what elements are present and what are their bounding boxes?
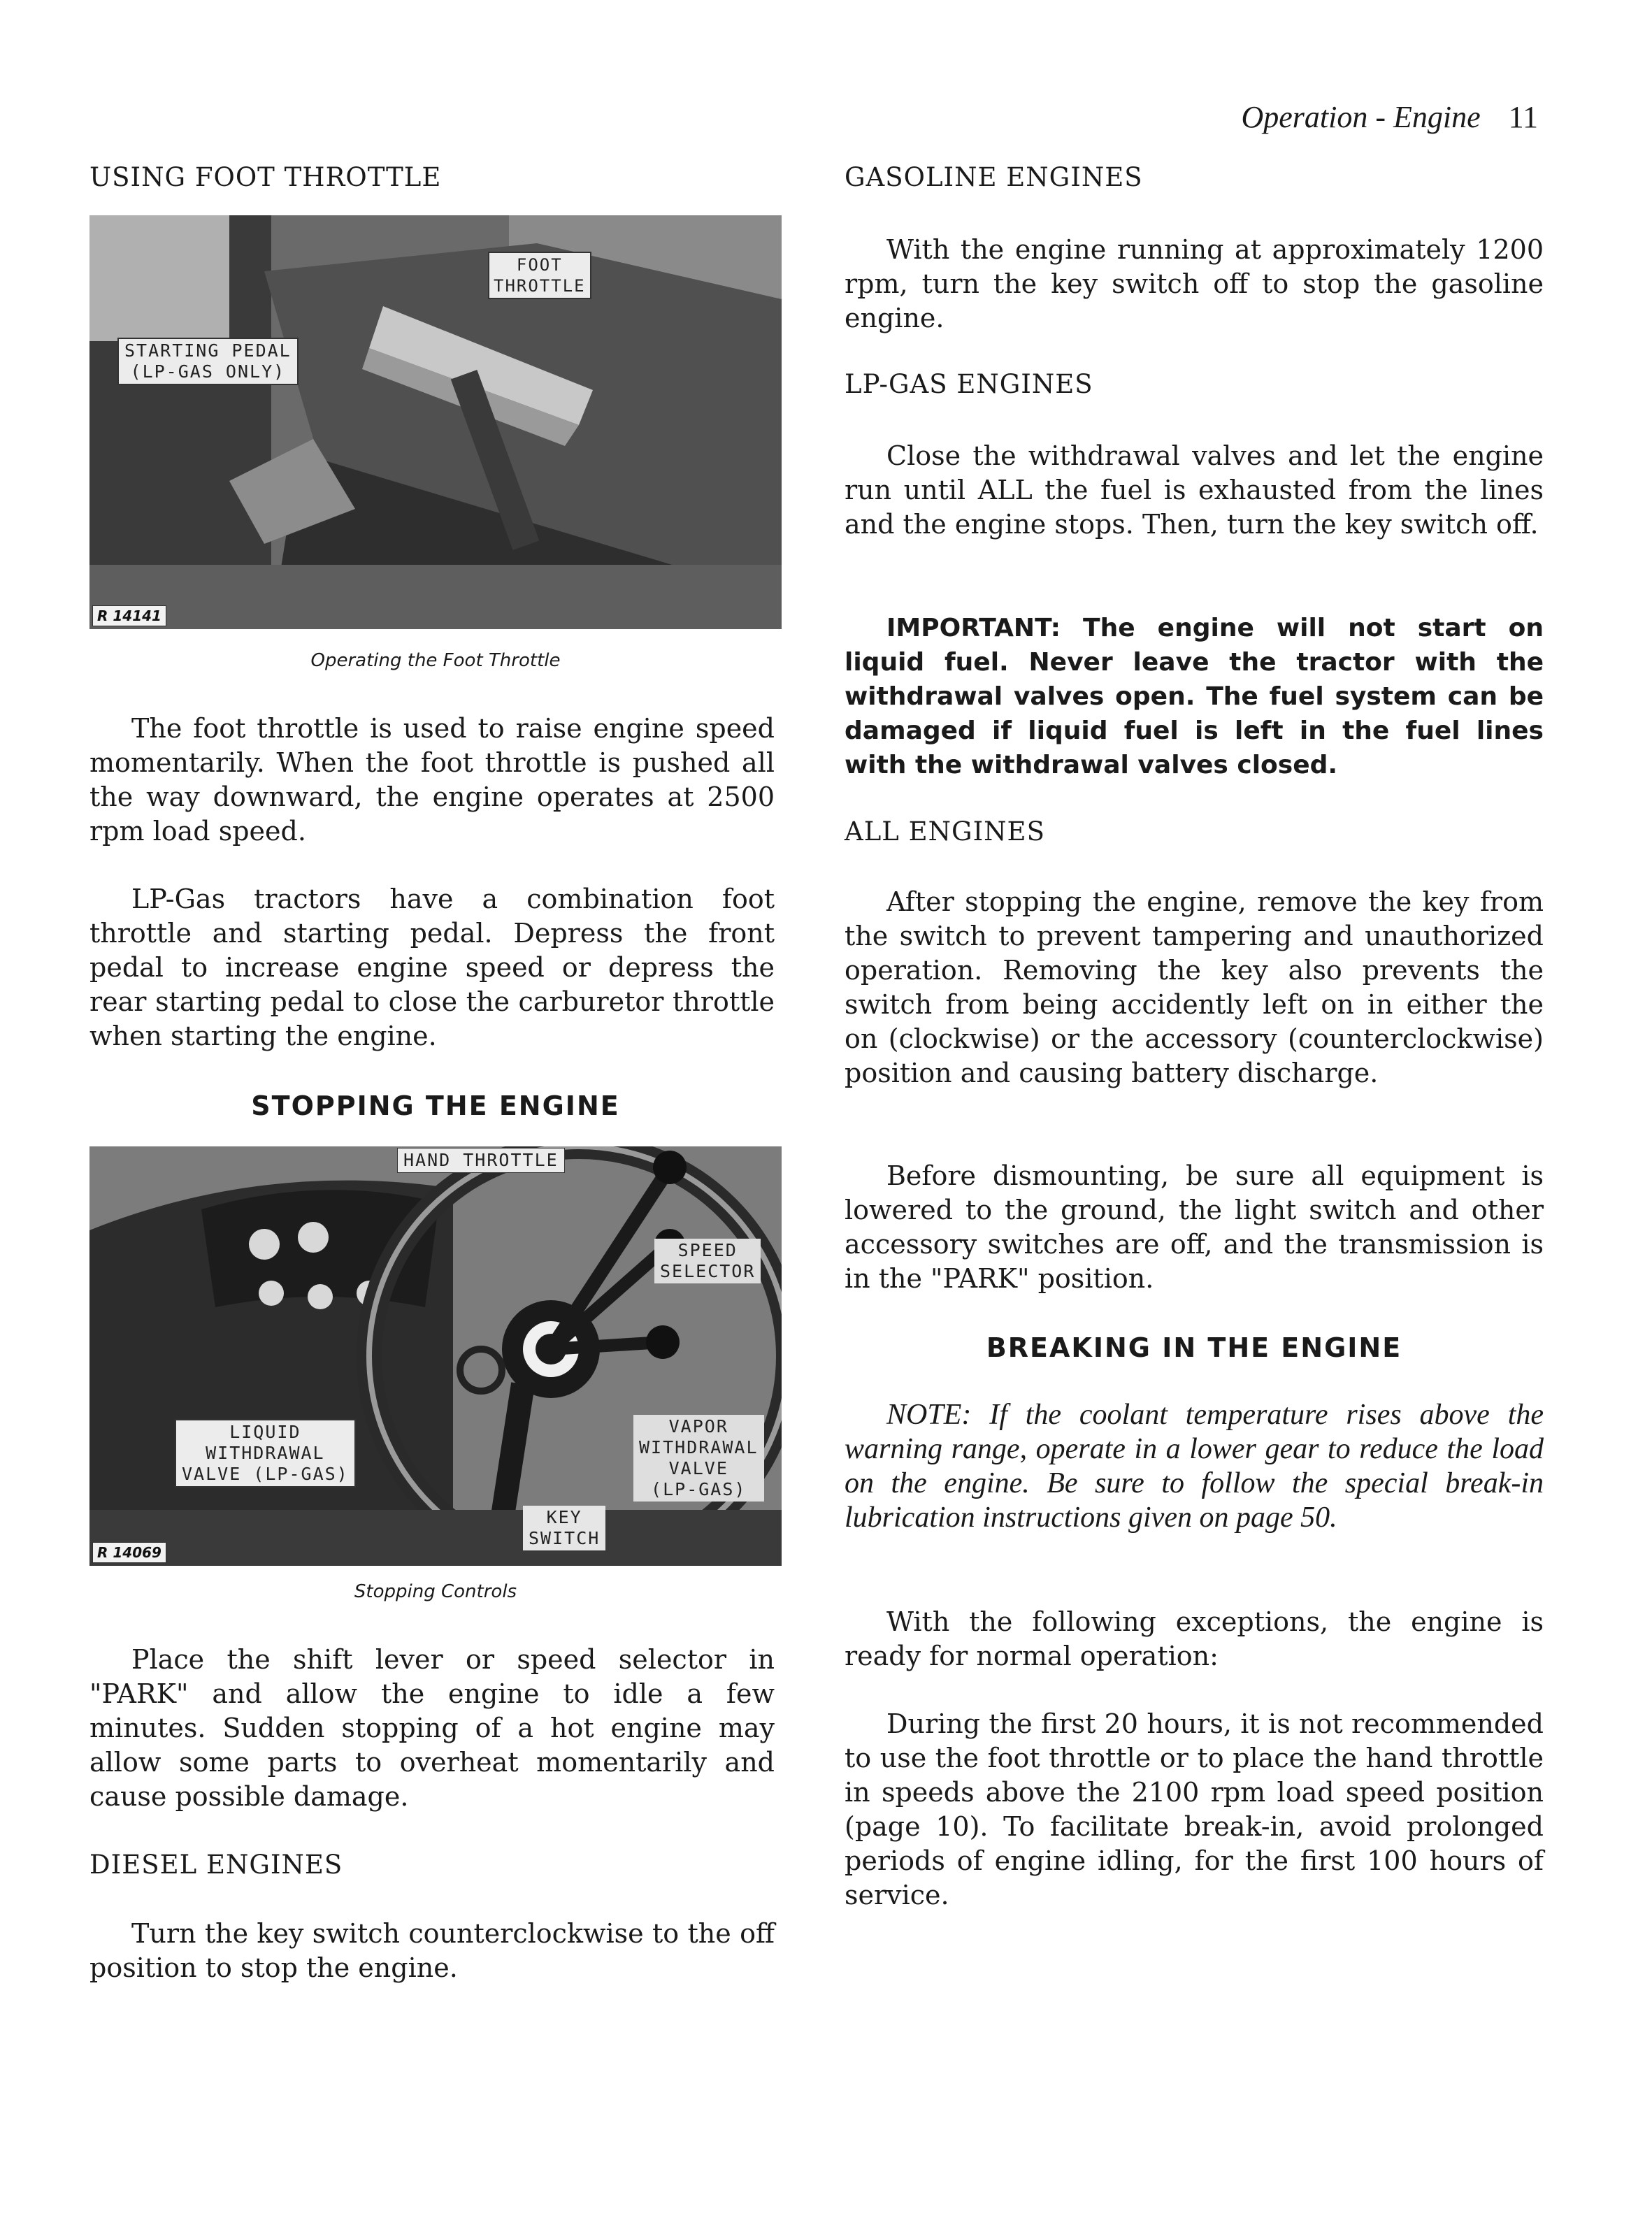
caption-foot-throttle: Operating the Foot Throttle xyxy=(310,650,561,671)
paragraph-before-dismounting: Before dismounting, be sure all equipment is lowered to the ground, the light switch and other accessory switches are off, and the transmission is in the "PARK" position. xyxy=(845,1160,1544,1294)
heading-gasoline-engines: GASOLINE ENGINES xyxy=(845,162,1143,192)
heading-all-engines: ALL ENGINES xyxy=(845,816,1045,847)
label-starting-pedal xyxy=(117,338,299,385)
caption-stopping-controls: Stopping Controls xyxy=(354,1581,517,1602)
label-hand-throttle: HAND THROTTLE xyxy=(397,1148,565,1173)
heading-lp-gas-engines: LP-GAS ENGINES xyxy=(845,369,1093,399)
paragraph-foot-throttle: The foot throttle is used to raise engine speed momentarily. When the foot throttle is pushed all the way downward, the engine operates at 2500 rpm load speed. xyxy=(89,713,775,847)
label-key-switch xyxy=(523,1506,605,1550)
label-foot-throttle xyxy=(488,252,591,299)
page-number: 11 xyxy=(1508,100,1538,134)
foot-throttle-illustration xyxy=(89,215,782,629)
paragraph-lp-gas: Close the withdrawal valves and let the engine run until ALL the fuel is exhausted from the lines and the engine stops. Then, turn the key switch off. xyxy=(845,440,1544,540)
paragraph-remove-key: After stopping the engine, remove the key from the switch to prevent tampering and unauthorized operation. Removing the key also prevents the switch from being accidently left on in either the on (clockwise) or the accessory (counterclockwise) position and causing battery discharge. xyxy=(845,886,1544,1088)
label-liquid-withdrawal-valve-text: LIQUID WITHDRAWAL VALVE (LP-GAS) xyxy=(182,1422,349,1484)
label-key-switch-text: KEY SWITCH xyxy=(529,1507,601,1548)
note-coolant-temperature: NOTE: If the coolant temperature rises above the warning range, operate in a lower gear to reduce the load on the engine. Be sure to follow the special break-in lubrication instructions given on page 50. xyxy=(845,1399,1544,1534)
paragraph-first-20-hours: During the first 20 hours, it is not recommended to use the foot throttle or to place the hand throttle in speeds above the 2100 rpm load speed position (page 10). To facilitate break-in, avoid prolonged periods of engine idling, for the first 100 hours of service. xyxy=(845,1708,1544,1910)
label-liquid-withdrawal-valve xyxy=(175,1419,356,1488)
paragraph-exceptions: With the following exceptions, the engine is ready for normal operation: xyxy=(845,1606,1544,1671)
paragraph-important: IMPORTANT: The engine will not start on liquid fuel. Never leave the tractor with the withdrawal valves open. The fuel system can be damaged if liquid fuel is left in the fuel lines with the withdrawal valves closed. xyxy=(845,614,1544,779)
paragraph-park-idle: Place the shift lever or speed selector in "PARK" and allow the engine to idle a few minutes. Sudden stopping of a hot engine may allow some parts to overheat momentarily and cause possible damage. xyxy=(89,1644,775,1812)
label-speed-selector xyxy=(654,1239,761,1283)
paragraph-lp-gas-tractors: LP-Gas tractors have a combination foot throttle and starting pedal. Depress the front pedal to increase engine speed or depress the rear starting pedal to close the carburetor throttle when starting the engine. xyxy=(89,884,775,1051)
heading-using-foot-throttle: USING FOOT THROTTLE xyxy=(89,162,442,192)
photo-stopping-controls xyxy=(89,1146,782,1566)
label-vapor-withdrawal-valve-text: VAPOR WITHDRAWAL VALVE (LP-GAS) xyxy=(639,1416,759,1499)
page-header xyxy=(1119,99,1538,141)
heading-stopping-the-engine: STOPPING THE ENGINE xyxy=(251,1090,620,1121)
label-vapor-withdrawal-valve xyxy=(633,1415,764,1502)
photo-foot-throttle xyxy=(89,215,782,629)
figure-id-2: R 14069 xyxy=(92,1542,166,1563)
figure-id-1: R 14141 xyxy=(92,605,166,626)
stopping-controls-illustration xyxy=(89,1146,782,1566)
heading-diesel-engines: DIESEL ENGINES xyxy=(89,1850,343,1880)
label-foot-throttle-text: FOOT THROTTLE xyxy=(494,255,586,296)
paragraph-gasoline: With the engine running at approximately 1200 rpm, turn the key switch off to stop the gasoline engine. xyxy=(845,234,1544,333)
label-speed-selector-text: SPEED SELECTOR xyxy=(660,1240,756,1281)
label-starting-pedal-text: STARTING PEDAL (LP-GAS ONLY) xyxy=(124,340,292,382)
paragraph-diesel: Turn the key switch counterclockwise to the off position to stop the engine. xyxy=(89,1918,775,1983)
section-title: Operation - Engine xyxy=(1241,100,1481,134)
heading-breaking-in: BREAKING IN THE ENGINE xyxy=(986,1332,1402,1363)
